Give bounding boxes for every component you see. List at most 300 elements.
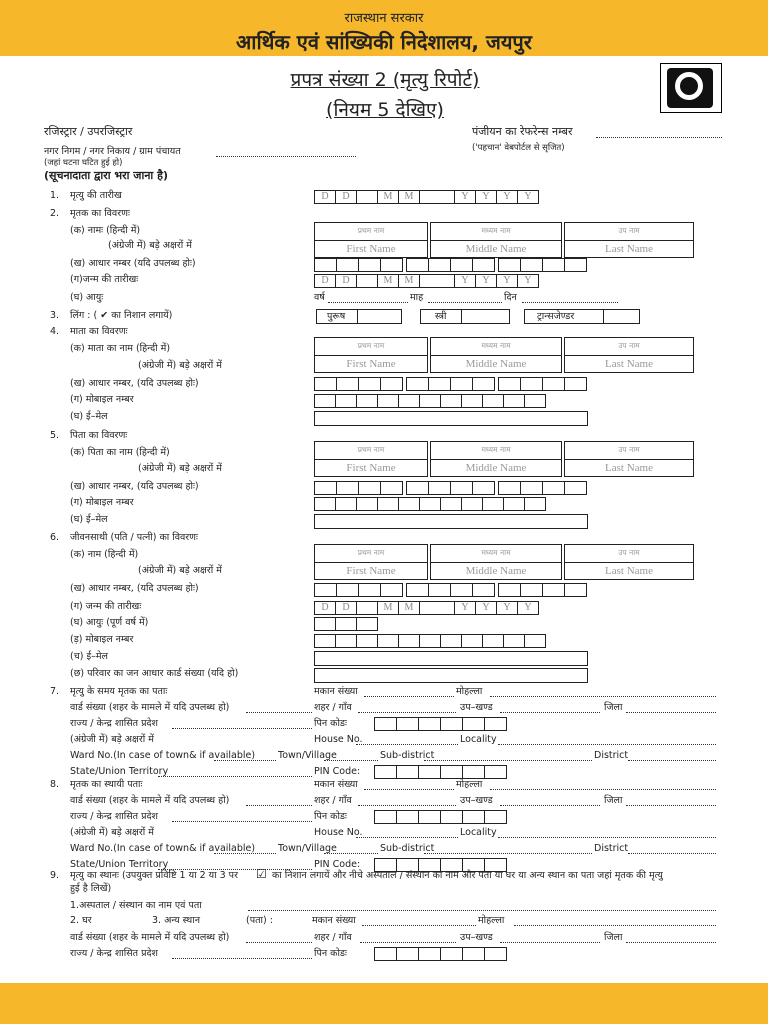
age-day-label: दिन [504,292,517,303]
mohalla-label: मोहल्ला [478,915,505,926]
pin-cell[interactable] [396,947,419,961]
age-year-field[interactable] [328,302,408,303]
pin-cell[interactable] [374,717,397,731]
house-no-label: House No. [314,734,363,745]
mohalla-field[interactable] [490,696,716,697]
section-number: 9. [50,870,60,881]
date-cell[interactable]: M [377,601,399,615]
aadhaar-cell[interactable] [498,258,521,272]
district-field[interactable] [626,712,716,713]
district-en-field[interactable] [628,853,716,854]
date-cell[interactable] [419,190,455,204]
name-part-box[interactable] [564,222,694,258]
input-cell[interactable] [524,634,546,648]
state-label: राज्य / केन्द्र शासित प्रदेश [70,948,158,959]
pin-cell[interactable] [440,810,463,824]
date-cell[interactable]: M [398,601,420,615]
input-cell[interactable] [356,394,378,408]
father-name-hindi-label: (क) पिता का नाम (हिन्दी में) [70,447,170,458]
input-cell[interactable] [440,634,462,648]
aadhaar-cell[interactable] [428,583,451,597]
date-cell[interactable]: Y [475,190,497,204]
aadhaar-cell[interactable] [450,377,473,391]
aadhaar-cell[interactable] [450,481,473,495]
date-cell[interactable]: D [314,601,336,615]
reg-ref-label: पंजीयन का रेफरेन्स नम्बर [472,125,573,138]
family-janaadhaar-input[interactable] [314,668,588,683]
name-part-box[interactable] [564,544,694,580]
input-cell[interactable] [356,617,378,631]
pin-cell[interactable] [374,810,397,824]
aadhaar-cell[interactable] [336,377,359,391]
name-english-placeholder: Middle Name [465,358,527,370]
input-cell[interactable] [335,634,357,648]
input-cell[interactable] [524,394,546,408]
input-cell[interactable] [398,634,420,648]
date-cell[interactable]: D [335,274,357,288]
date-cell[interactable]: Y [496,274,518,288]
aadhaar-cell[interactable] [358,377,381,391]
name-english-placeholder: First Name [346,462,396,474]
pin-cell[interactable] [440,717,463,731]
aadhaar-cell[interactable] [498,377,521,391]
mohalla-label: मोहल्ला [456,686,483,697]
spouse-name-english-label: (अंग्रेजी में) बड़े अक्षरों में [138,565,222,576]
district-en-field[interactable] [628,760,716,761]
subdistrict-label: उप–खण्ड [460,795,493,806]
subdistrict-en-field[interactable] [424,760,592,761]
aadhaar-cell[interactable] [336,481,359,495]
aadhaar-cell[interactable] [380,481,403,495]
reg-ref-field[interactable] [596,137,722,138]
input-cell[interactable] [482,394,504,408]
age-day-field[interactable] [522,302,618,303]
place-of-death-label: मृत्यु का स्थानः (उपयुक्त प्रविष्टि 1 या 2 या 3 पर [70,870,238,881]
name-part-box[interactable] [564,337,694,373]
ward-label: वार्ड संख्या (शहर के मामले में यदि उपलब्ध हो) [70,702,230,713]
state-field[interactable] [172,821,312,822]
address-at-death-label: मृत्यु के समय मृतक का पताः [70,686,168,697]
house-no-field[interactable] [356,837,458,838]
pin-cell[interactable] [396,765,419,779]
date-cell[interactable]: M [398,274,420,288]
checkbox-icon: ☑ [256,867,267,881]
pin-cell[interactable] [396,810,419,824]
pin-cell[interactable] [418,810,441,824]
town-field[interactable] [324,760,378,761]
mohalla-label: मोहल्ला [456,779,483,790]
name-part-box[interactable] [430,337,562,373]
pin-cell[interactable] [484,765,507,779]
aadhaar-cell[interactable] [406,583,429,597]
ward-field[interactable] [246,712,312,713]
state-en-field[interactable] [158,776,312,777]
date-cell[interactable]: M [377,190,399,204]
age-month-field[interactable] [428,302,502,303]
input-cell[interactable] [503,497,525,511]
district-en-label: District [594,750,629,761]
name-english-placeholder: Last Name [605,243,653,255]
date-cell[interactable]: Y [517,274,539,288]
house-no-field[interactable] [356,744,458,745]
aadhaar-cell[interactable] [428,258,451,272]
pin-cell[interactable] [440,765,463,779]
pin-cell[interactable] [462,765,485,779]
date-cell[interactable]: Y [517,601,539,615]
pin-cell[interactable] [418,765,441,779]
subdistrict-field[interactable] [500,942,600,943]
aadhaar-cell[interactable] [520,377,543,391]
input-cell[interactable] [461,497,483,511]
input-cell[interactable] [314,617,336,631]
name-part-box[interactable] [430,441,562,477]
mother-name-hindi-label: (क) माता का नाम (हिन्दी में) [70,343,171,354]
input-cell[interactable] [503,394,525,408]
deceased-aadhaar-label: (ख) आधार नम्बर (यदि उपलब्ध होः) [70,258,196,269]
ward-no-field[interactable] [214,853,276,854]
other-place-label: 3. अन्य स्थान [152,915,200,926]
aadhaar-cell[interactable] [564,258,587,272]
gender-label: लिंग : ( ✔ का निशान लगायें) [70,310,173,321]
aadhaar-cell[interactable] [380,583,403,597]
ward-field[interactable] [246,942,312,943]
hospital-field[interactable] [248,910,716,911]
date-cell[interactable]: D [314,274,336,288]
hospital-label: 1.अस्पताल / संस्थान का नाम एवं पता [70,900,202,911]
house-number-label: मकान संख्या [314,686,358,697]
input-cell[interactable] [524,497,546,511]
date-cell[interactable]: Y [475,601,497,615]
name-part-box[interactable] [314,222,428,258]
date-cell[interactable] [356,190,378,204]
state-label: राज्य / केन्द्र शासित प्रदेश [70,811,158,822]
municipality-field[interactable] [216,156,356,157]
name-part-box[interactable] [314,441,428,477]
aadhaar-cell[interactable] [358,583,381,597]
state-en-label: State/Union Territory [70,766,169,777]
input-cell[interactable] [419,394,441,408]
gender-male-label: पुरूष [327,311,346,322]
name-hindi-placeholder: उप नाम [565,442,693,460]
ward-label: वार्ड संख्या (शहर के मामले में यदि उपलब्ध हो) [70,795,230,806]
input-cell[interactable] [419,497,441,511]
mohalla-field[interactable] [490,789,716,790]
input-cell[interactable] [419,634,441,648]
section-number: 7. [50,686,60,697]
death-date-label: मृत्यु की तारीख [70,190,122,201]
pin-cell[interactable] [418,717,441,731]
subdistrict-field[interactable] [500,712,600,713]
govt-name: राजस्थान सरकार [344,11,424,26]
pin-cell[interactable] [484,810,507,824]
input-cell[interactable] [440,394,462,408]
aadhaar-cell[interactable] [336,258,359,272]
pin-cell[interactable] [440,947,463,961]
date-cell[interactable] [356,274,378,288]
input-cell[interactable] [440,497,462,511]
subdistrict-en-label: Sub-district [380,750,435,761]
name-part-box[interactable] [430,222,562,258]
date-cell[interactable]: D [314,190,336,204]
locality-field[interactable] [498,837,716,838]
aadhaar-cell[interactable] [406,481,429,495]
date-cell[interactable]: M [398,190,420,204]
deceased-details-label: मृतक का विवरणः [70,208,130,219]
registrar-label: रजिस्ट्रार / उपरजिस्ट्रार [44,125,133,138]
district-label: जिला [604,795,623,806]
deceased-dob-label: (ग)जन्म की तारीखः [70,274,139,285]
subdistrict-label: उप–खण्ड [460,932,493,943]
aadhaar-cell[interactable] [336,583,359,597]
aadhaar-cell[interactable] [472,583,495,597]
spouse-email-label: (च) ई–मेल [70,651,109,662]
state-field[interactable] [172,728,312,729]
aadhaar-cell[interactable] [428,377,451,391]
aadhaar-cell[interactable] [358,258,381,272]
deceased-age-label: (घ) आयुः [70,292,104,303]
aadhaar-cell[interactable] [358,481,381,495]
father-mobile-label: (ग) मोबाइल नम्बर [70,497,134,508]
department-name: आर्थिक एवं सांख्यिकी निदेशालय, जयपुर [236,30,532,54]
house-number-field[interactable] [362,925,476,926]
name-hindi-placeholder: उप नाम [565,223,693,241]
aadhaar-cell[interactable] [498,481,521,495]
deceased-name-english-label: (अंग्रेजी में) बड़े अक्षरों में [108,240,192,251]
name-part-box[interactable] [430,544,562,580]
spouse-aadhaar-label: (ख) आधार नम्बर, (यदि उपलब्ध होः) [70,583,199,594]
father-name-english-label: (अंग्रेजी में) बड़े अक्षरों में [138,463,222,474]
input-cell[interactable] [314,634,336,648]
name-part-box[interactable] [314,544,428,580]
input-cell[interactable] [398,497,420,511]
name-english-placeholder: Middle Name [465,462,527,474]
date-cell[interactable]: Y [496,601,518,615]
aadhaar-cell[interactable] [564,481,587,495]
pin-cell[interactable] [462,717,485,731]
input-cell[interactable] [461,634,483,648]
aadhaar-cell[interactable] [564,583,587,597]
input-cell[interactable] [503,634,525,648]
name-english-placeholder: Last Name [605,358,653,370]
aadhaar-cell[interactable] [406,258,429,272]
where-note: (जहां घटना घटित हुई हो) [44,158,123,168]
name-hindi-placeholder: मध्यम नाम [431,223,561,241]
gender-trans-box[interactable] [524,309,640,324]
spouse-dob-label: (ग) जन्म की तारीखः [70,601,142,612]
input-cell[interactable] [356,634,378,648]
city-field[interactable] [360,942,456,943]
city-field[interactable] [358,805,456,806]
pin-cell[interactable] [396,717,419,731]
section-number: 3. [50,310,60,321]
aadhaar-cell[interactable] [406,377,429,391]
district-field[interactable] [626,942,716,943]
date-cell[interactable]: Y [517,190,539,204]
aadhaar-cell[interactable] [542,377,565,391]
caps-note: (अंग्रेजी में) बड़े अक्षरों में [70,734,154,745]
form-rule: (नियम 5 देखिए) [326,99,444,121]
aadhaar-cell[interactable] [472,258,495,272]
mother-details-label: माता का विवरणः [70,326,128,337]
input-cell[interactable] [482,497,504,511]
form-title: प्रपत्र संख्या 2 (मृत्यु रिपोर्ट) [290,69,480,91]
date-cell[interactable]: Y [475,274,497,288]
aadhaar-cell[interactable] [450,258,473,272]
aadhaar-cell[interactable] [314,258,337,272]
input-cell[interactable] [482,634,504,648]
pin-cell[interactable] [374,765,397,779]
aadhaar-cell[interactable] [472,377,495,391]
city-label: शहर / गाँव [314,795,352,806]
aadhaar-cell[interactable] [314,377,337,391]
date-cell[interactable] [356,601,378,615]
deceased-name-hindi-label: (क) नामः (हिन्दी में) [70,225,141,236]
subdistrict-field[interactable] [500,805,600,806]
town-field[interactable] [324,853,378,854]
input-cell[interactable] [377,394,399,408]
name-english-placeholder: Middle Name [465,243,527,255]
district-label: जिला [604,702,623,713]
input-cell[interactable] [377,634,399,648]
aadhaar-cell[interactable] [380,258,403,272]
section-number: 4. [50,326,60,337]
district-field[interactable] [626,805,716,806]
locality-field[interactable] [498,744,716,745]
date-cell[interactable]: Y [496,190,518,204]
input-cell[interactable] [335,497,357,511]
city-label: शहर / गाँव [314,932,352,943]
gender-male-box[interactable] [316,309,402,324]
date-cell[interactable]: Y [454,274,476,288]
portal-note: ('पहचान' वेबपोर्टल से सृजित) [472,143,565,153]
name-part-box[interactable] [314,337,428,373]
date-cell[interactable]: M [377,274,399,288]
name-english-placeholder: Last Name [605,462,653,474]
input-cell[interactable] [314,497,336,511]
input-cell[interactable] [377,497,399,511]
aadhaar-cell[interactable] [542,583,565,597]
name-hindi-placeholder: मध्यम नाम [431,442,561,460]
section-number: 5. [50,430,60,441]
mother-mobile-label: (ग) मोबाइल नम्बर [70,394,134,405]
name-english-placeholder: Middle Name [465,565,527,577]
name-english-placeholder: First Name [346,565,396,577]
name-hindi-placeholder: प्रथम नाम [315,442,427,460]
pin-cell[interactable] [484,717,507,731]
aadhaar-cell[interactable] [450,583,473,597]
pin-en-label: PIN Code: [314,766,361,777]
house-number-field[interactable] [364,696,454,697]
aadhaar-cell[interactable] [314,583,337,597]
aadhaar-cell[interactable] [542,258,565,272]
section-number: 6. [50,532,60,543]
name-hindi-placeholder: प्रथम नाम [315,338,427,356]
subdistrict-label: उप–खण्ड [460,702,493,713]
input-cell[interactable] [314,394,336,408]
permanent-address-label: मृतक का स्थायी पताः [70,779,143,790]
input-cell[interactable] [461,394,483,408]
aadhaar-cell[interactable] [380,377,403,391]
aadhaar-cell[interactable] [564,377,587,391]
district-en-label: District [594,843,629,854]
town-label: Town/Village [278,750,337,761]
date-cell[interactable]: Y [454,601,476,615]
mother-aadhaar-label: (ख) आधार नम्बर, (यदि उपलब्ध होः) [70,378,199,389]
input-cell[interactable] [398,394,420,408]
ward-field[interactable] [246,805,312,806]
house-no-label: House No. [314,827,363,838]
date-cell[interactable]: D [335,601,357,615]
pin-label: पिन कोडः [314,811,347,822]
pin-label: पिन कोडः [314,948,347,959]
aadhaar-cell[interactable] [520,481,543,495]
aadhaar-cell[interactable] [520,583,543,597]
city-field[interactable] [358,712,456,713]
date-cell[interactable]: D [335,190,357,204]
father-email-label: (घ) ई–मेल [70,514,108,525]
name-english-placeholder: First Name [346,358,396,370]
house-number-field[interactable] [364,789,454,790]
aadhaar-cell[interactable] [314,481,337,495]
name-part-box[interactable] [564,441,694,477]
aadhaar-cell[interactable] [498,583,521,597]
input-cell[interactable] [356,497,378,511]
section-number: 2. [50,208,60,219]
aadhaar-cell[interactable] [542,481,565,495]
mother-email-input[interactable] [314,411,588,426]
ward-no-label: Ward No.(In case of town& if available) [70,750,256,761]
ward-label: वार्ड संख्या (शहर के मामले में यदि उपलब्ध हो) [70,932,230,943]
gender-female-box[interactable] [420,309,510,324]
gender-trans-label: ट्रान्सजेण्डर [537,311,575,322]
aadhaar-cell[interactable] [472,481,495,495]
state-label: राज्य / केन्द्र शासित प्रदेश [70,718,158,729]
spouse-details-label: जीवनसाथी (पति / पत्नी) का विवरणः [70,532,198,543]
input-cell[interactable] [335,394,357,408]
aadhaar-cell[interactable] [428,481,451,495]
input-cell[interactable] [335,617,357,631]
home-label: 2. घर [70,915,92,926]
date-cell[interactable]: Y [454,190,476,204]
place-of-death-label-3: हुई है लिखें) [70,883,112,894]
family-janaadhaar-label: (छ) परिवार का जन आधार कार्ड संख्या (यदि हो) [70,668,239,679]
name-hindi-placeholder: मध्यम नाम [431,545,561,563]
gender-female-label: स्त्री [435,311,447,322]
pin-label: पिन कोडः [314,718,347,729]
pin-cell[interactable] [418,947,441,961]
informant-note: (सूचनादाता द्वारा भरा जाना है) [44,169,168,182]
spouse-email-input[interactable] [314,651,588,666]
ward-no-field[interactable] [214,760,276,761]
spouse-mobile-label: (ड़) मोबाइल नम्बर [70,634,134,645]
mohalla-field[interactable] [514,925,716,926]
aadhaar-cell[interactable] [520,258,543,272]
pin-cell[interactable] [462,810,485,824]
pin-cell[interactable] [462,947,485,961]
locality-label: Locality [460,827,497,838]
municipality-label: नगर निगम / नगर निकाय / ग्राम पंचायत [44,146,181,157]
pin-cell[interactable] [484,947,507,961]
date-cell[interactable] [419,601,455,615]
date-cell[interactable] [419,274,455,288]
pin-cell[interactable] [374,947,397,961]
state-field[interactable] [172,958,312,959]
house-number-label: मकान संख्या [312,915,356,926]
department-logo-icon [660,63,722,113]
father-email-input[interactable] [314,514,588,529]
subdistrict-en-field[interactable] [424,853,592,854]
pin-en-label: PIN Code: [314,859,361,870]
